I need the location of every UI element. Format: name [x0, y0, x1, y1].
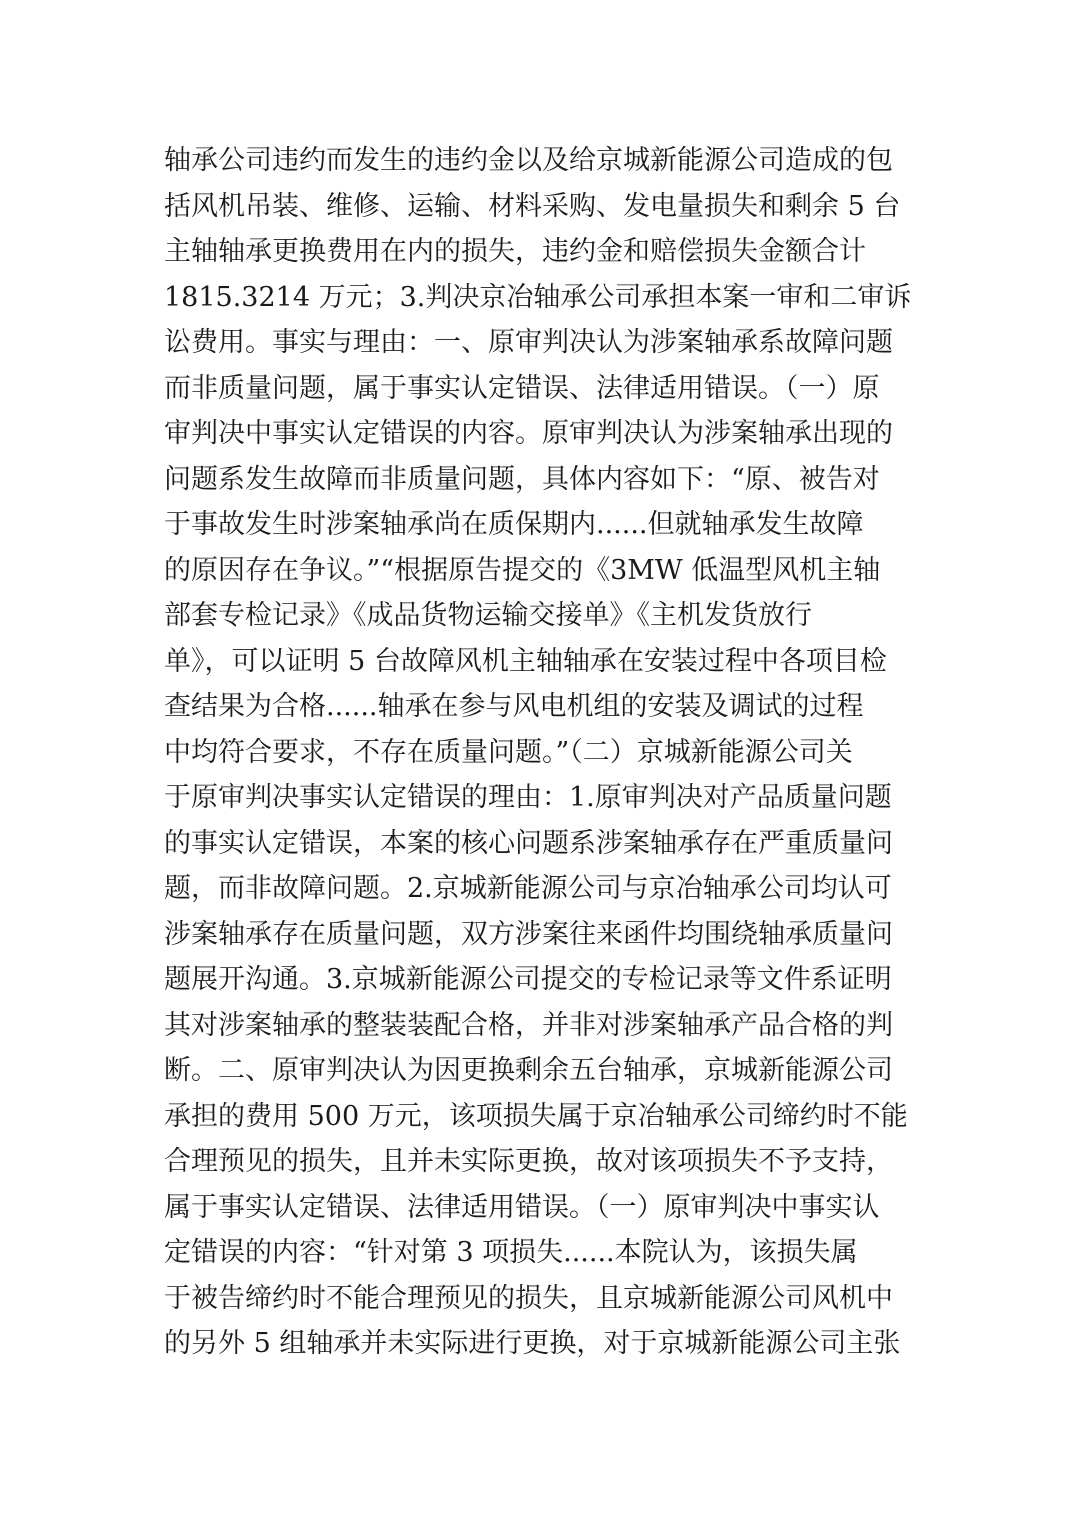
text-line: 合理预见的损失，且并未实际更换，故对该项损失不予支持，	[164, 1146, 893, 1177]
text-line: 括风机吊装、维修、运输、材料采购、发电量损失和剩余 5 台	[164, 190, 901, 222]
text-line: 轴承公司违约而发生的违约金以及给京城新能源公司造成的包	[164, 145, 893, 176]
text-line: 属于事实认定错误、法律适用错误。（一）原审判决中事实认	[164, 1191, 880, 1223]
document-body	[164, 138, 912, 1367]
text-line: 断。二、原审判决认为因更换剩余五台轴承，京城新能源公司	[164, 1055, 893, 1086]
text-line: 定错误的内容：“针对第 3 项损失......本院认为，该损失属	[164, 1237, 858, 1268]
text-line: 其对涉案轴承的整装装配合格，并非对涉案轴承产品合格的判	[164, 1009, 893, 1041]
text-line: 讼费用。事实与理由：一、原审判决认为涉案轴承系故障问题	[164, 327, 893, 358]
text-line: 的另外 5 组轴承并未实际进行更换，对于京城新能源公司主张	[164, 1328, 901, 1359]
text-line: 承担的费用 500 万元，该项损失属于京冶轴承公司缔约时不能	[164, 1100, 908, 1132]
text-line: 的事实认定错误，本案的核心问题系涉案轴承存在严重质量问	[164, 827, 893, 859]
text-line: 的原因存在争议。”“根据原告提交的《3MW 低温型风机主轴	[164, 554, 881, 586]
text-line: 题展开沟通。3.京城新能源公司提交的专检记录等文件系证明	[164, 964, 892, 995]
text-line: 1815.3214 万元；3.判决京冶轴承公司承担本案一审和二审诉	[164, 281, 912, 313]
text-line: 于被告缔约时不能合理预见的损失，且京城新能源公司风机中	[164, 1282, 893, 1314]
text-line: 中均符合要求，不存在质量问题。”（二）京城新能源公司关	[164, 736, 853, 768]
text-line: 部套专检记录》《成品货物运输交接单》《主机发货放行	[164, 600, 812, 631]
text-line: 查结果为合格......轴承在参与风电机组的安装及调试的过程	[164, 691, 864, 722]
text-line: 题，而非故障问题。2.京城新能源公司与京冶轴承公司均认可	[164, 873, 892, 904]
text-line: 主轴轴承更换费用在内的损失，违约金和赔偿损失金额合计	[164, 236, 866, 267]
text-line: 问题系发生故障而非质量问题，具体内容如下：“原、被告对	[164, 463, 880, 495]
text-line: 而非质量问题，属于事实认定错误、法律适用错误。（一）原	[164, 372, 880, 404]
text-line: 于原审判决事实认定错误的理由：1.原审判决对产品质量问题	[164, 782, 892, 813]
text-line: 审判决中事实认定错误的内容。原审判决认为涉案轴承出现的	[164, 418, 893, 449]
text-line: 单》，可以证明 5 台故障风机主轴轴承在安装过程中各项目检	[164, 645, 887, 677]
text-line: 于事故发生时涉案轴承尚在质保期内......但就轴承发生故障	[164, 509, 864, 540]
text-line: 涉案轴承存在质量问题，双方涉案往来函件均围绕轴承质量问	[164, 918, 893, 950]
